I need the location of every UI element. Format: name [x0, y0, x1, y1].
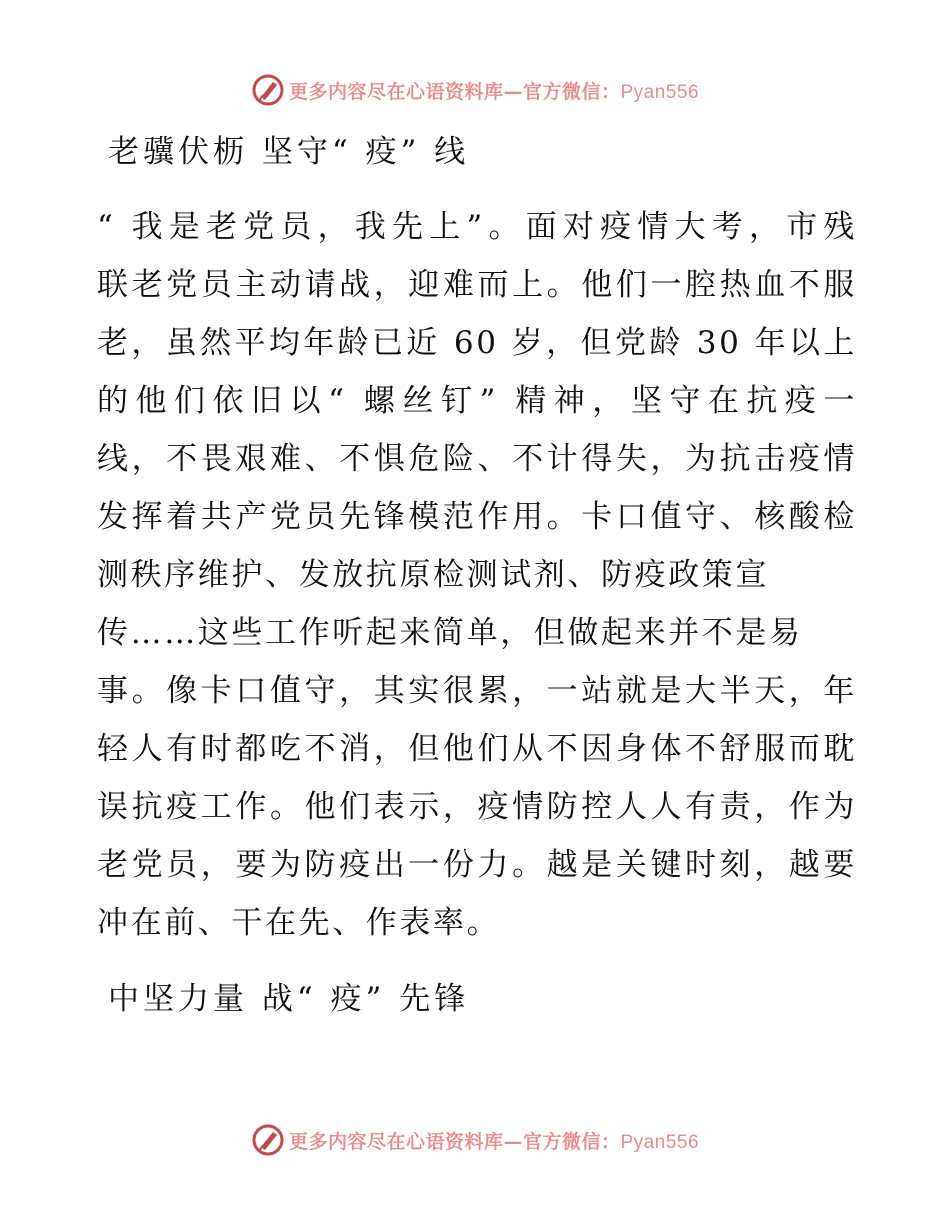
paragraph-line: 线，不畏艰难、不惧危险、不计得失，为抗击疫情 [97, 441, 857, 477]
section-heading-2: 中坚力量 战“ 疫” 先锋 [108, 981, 470, 1017]
watermark-banner-bottom [0, 1120, 950, 1160]
paragraph-line: “ 我是老党员，我先上”。面对疫情大考，市残 [97, 209, 857, 245]
paragraph-line: 联老党员主动请战，迎难而上。他们一腔热血不服 [97, 267, 857, 303]
paragraph-line: 误抗疫工作。他们表示，疫情防控人人有责，作为 [97, 789, 857, 825]
paragraph-line: 老，虽然平均年龄已近 60 岁，但党龄 30 年以上 [97, 325, 857, 361]
paragraph-line: 事。像卡口值守，其实很累，一站就是大半天，年 [97, 673, 857, 709]
watermark-logo-icon [251, 73, 285, 107]
watermark-text: 更多内容尽在心语资料库—官方微信：Pyan556 [288, 80, 700, 103]
paragraph-line: 轻人有时都吃不消，但他们从不因身体不舒服而耽 [97, 731, 857, 767]
paragraph-line: 测秩序维护、发放抗原检测试剂、防疫政策宣 [97, 557, 769, 593]
paragraph-line: 冲在前、干在先、作表率。 [97, 905, 501, 941]
paragraph-line: 发挥着共产党员先锋模范作用。卡口值守、核酸检 [97, 499, 857, 535]
paragraph-line: 传……这些工作听起来简单，但做起来并不是易 [97, 615, 803, 651]
body-paragraph [97, 198, 857, 952]
watermark-logo-icon [251, 1123, 285, 1157]
paragraph-line: 老党员，要为防疫出一份力。越是关键时刻，越要 [97, 847, 857, 883]
section-heading-1: 老骥伏枥 坚守“ 疫” 线 [108, 134, 470, 170]
watermark-text: 更多内容尽在心语资料库—官方微信：Pyan556 [288, 1130, 700, 1153]
paragraph-line: 的他们依旧以“ 螺丝钉” 精神，坚守在抗疫一 [97, 383, 857, 419]
watermark-banner-top [0, 70, 950, 110]
